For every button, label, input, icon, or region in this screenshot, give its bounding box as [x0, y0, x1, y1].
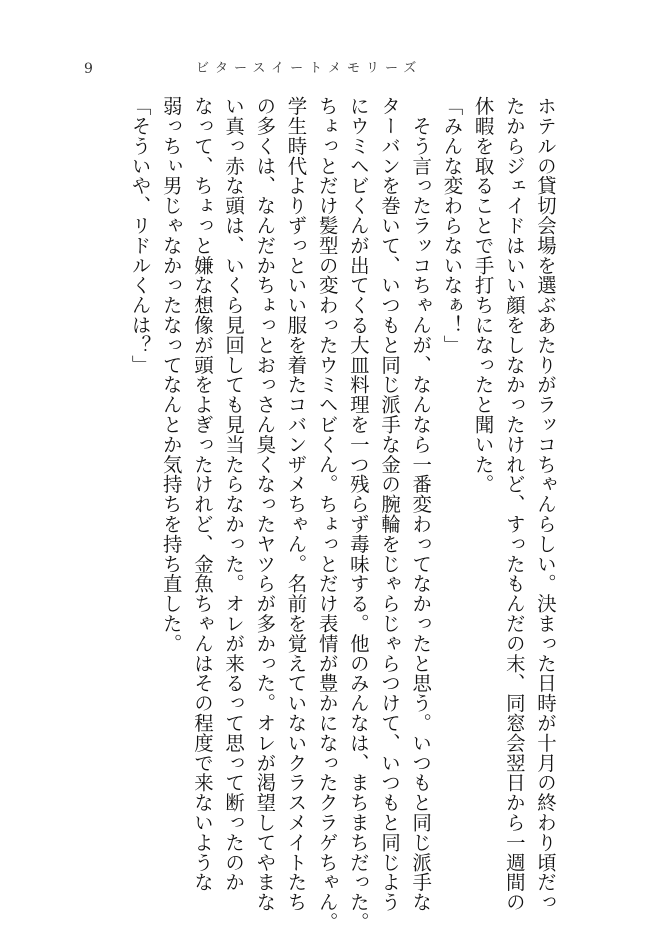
text-line: ターバンを巻いて、いつもと同じ派手な金の腕輪をじゃらじゃらつけて、いつもと同じよう: [378, 96, 402, 912]
text-line: そう言ったラッコちゃんが、なんなら一番変わってなかったと思う。いつもと同じ派手な: [409, 96, 433, 912]
text-line: なって、ちょっと嫌な想像が頭をよぎったけれど、金魚ちゃんはその程度で来ないような: [190, 96, 214, 892]
text-line: ちょっとだけ髪型の変わったウミヘビくん。ちょっとだけ表情が豊かになったクラゲちゃん。: [315, 96, 339, 932]
text-line: たからジェイドはいい顔をしなかったけれど、すったもんだの末、同窓会翌日から一週間の: [502, 96, 526, 912]
text-line: ホテルの貸切会場を選ぶあたりがラッコちゃんらしい。決まった日時が十月の終わり頃だっ: [534, 96, 557, 912]
running-title: ビタースイートメモリーズ: [196, 61, 423, 76]
text-line: 学生時代よりずっといい服を着たコバンザメちゃん。名前を覚えていないクラスメイトたち: [284, 96, 308, 912]
page-number: 9: [84, 61, 93, 77]
text-line: 「みんな変わらないなぁ！」: [440, 96, 464, 355]
vertical-text-block: [124, 96, 561, 932]
text-line: にウミヘビくんが出てくる大皿料理を一つ残らず毒味する。他のみんなは、まちまちだった。: [346, 96, 370, 932]
text-line: の多くは、なんだかちょっとおっさん臭くなったヤツらが多かった。オレが渇望してやまな: [253, 96, 277, 912]
text-line: 休暇を取ることで手打ちになったと聞いた。: [471, 96, 495, 494]
text-line: い真っ赤な頭は、いくら見回しても見当たらなかった。オレが来るって思って断ったのか: [222, 96, 246, 892]
text-line: 弱っちぃ男じゃなかったなってなんとか気持ちを持ち直した。: [159, 96, 183, 654]
text-line: 「そういや、リドルくんは？」: [128, 96, 152, 375]
